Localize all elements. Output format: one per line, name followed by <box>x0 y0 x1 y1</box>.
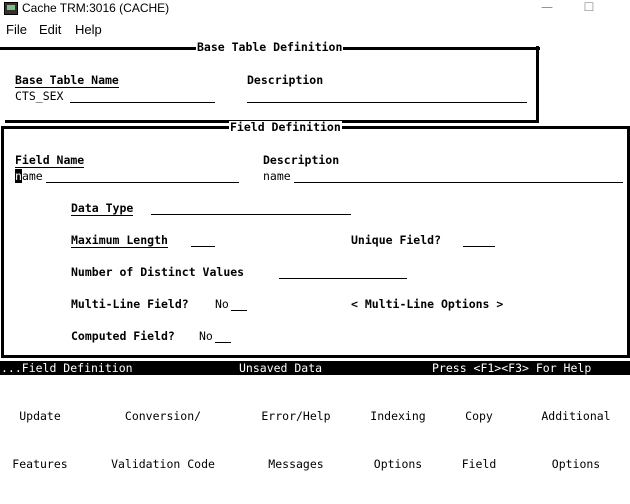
status-bar <box>0 361 630 375</box>
status-state: Unsaved Data <box>239 361 323 375</box>
data-type-label: Data Type <box>71 201 134 215</box>
max-length-input[interactable] <box>191 246 215 247</box>
option-line2: Field <box>461 457 497 471</box>
maximize-button[interactable]: ☐ <box>583 0 595 14</box>
bottom-action-menu <box>0 375 630 471</box>
field-description-label: Description <box>263 153 340 167</box>
option-line1: Additional <box>541 409 611 423</box>
menu-help[interactable]: Help <box>75 22 102 37</box>
menu-bar <box>0 19 630 39</box>
max-length-label: Maximum Length <box>71 233 168 247</box>
option-line1: Copy <box>465 409 493 423</box>
option-line2: Validation Code <box>111 457 215 471</box>
multiline-field-input[interactable]: No <box>215 297 229 311</box>
base-table-description-label: Description <box>247 73 324 87</box>
title-bar <box>0 0 630 18</box>
menu-file[interactable]: File <box>6 22 27 37</box>
option-line1: Update <box>19 409 61 423</box>
computed-field-input[interactable]: No <box>199 329 213 343</box>
base-table-name-label: Base Table Name <box>15 73 119 87</box>
base-table-name-field-line[interactable] <box>70 102 215 103</box>
terminal-screen <box>0 39 630 360</box>
distinct-values-input[interactable] <box>279 278 407 279</box>
option-line1: Conversion/ <box>124 409 202 423</box>
status-context: ...Field Definition <box>1 361 133 375</box>
unique-field-label: Unique Field? <box>351 233 442 247</box>
menu-option-indexing-options[interactable] <box>360 376 436 504</box>
option-line2: Features <box>12 457 68 471</box>
multiline-options-button[interactable]: < Multi-Line Options > <box>351 297 504 311</box>
minimize-button[interactable]: — <box>541 0 553 14</box>
menu-edit[interactable]: Edit <box>39 22 62 37</box>
option-line1: Indexing <box>370 409 426 423</box>
field-description-field-line[interactable] <box>294 182 623 183</box>
base-table-name-input[interactable]: CTS_SEX <box>15 89 64 103</box>
option-line2: Options <box>551 457 601 471</box>
option-line2: Messages <box>268 457 324 471</box>
status-help: Press <F1><F3> For Help <box>432 361 592 375</box>
menu-option-error-help-messages[interactable] <box>250 376 342 504</box>
multiline-field-label: Multi-Line Field? <box>71 297 189 311</box>
field-name-input[interactable] <box>15 169 43 183</box>
window-title: Cache TRM:3016 (CACHE) <box>22 1 170 15</box>
menu-option-copy-field[interactable] <box>452 376 506 504</box>
option-line1: Error/Help <box>261 409 331 423</box>
data-type-input[interactable] <box>151 214 351 215</box>
base-table-description-field-line[interactable] <box>247 102 527 103</box>
menu-option-conversion-validation[interactable] <box>100 376 226 504</box>
field-definition-header: Field Definition <box>230 120 341 134</box>
unique-field-input[interactable] <box>463 246 495 247</box>
text-cursor: n <box>15 169 22 183</box>
terminal-app-icon <box>4 2 18 15</box>
field-name-field-line[interactable] <box>46 182 239 183</box>
field-name-value: ame <box>21 169 43 183</box>
computed-field-line[interactable] <box>215 342 231 343</box>
field-name-label: Field Name <box>15 153 85 167</box>
field-description-input[interactable]: name <box>263 169 291 183</box>
multiline-field-line[interactable] <box>231 310 247 311</box>
menu-option-additional-options[interactable] <box>530 376 622 504</box>
base-table-header: Base Table Definition <box>197 40 343 54</box>
distinct-values-label: Number of Distinct Values <box>71 265 245 279</box>
computed-field-label: Computed Field? <box>71 329 175 343</box>
menu-option-update-features[interactable] <box>2 376 78 504</box>
option-line2: Options <box>373 457 423 471</box>
